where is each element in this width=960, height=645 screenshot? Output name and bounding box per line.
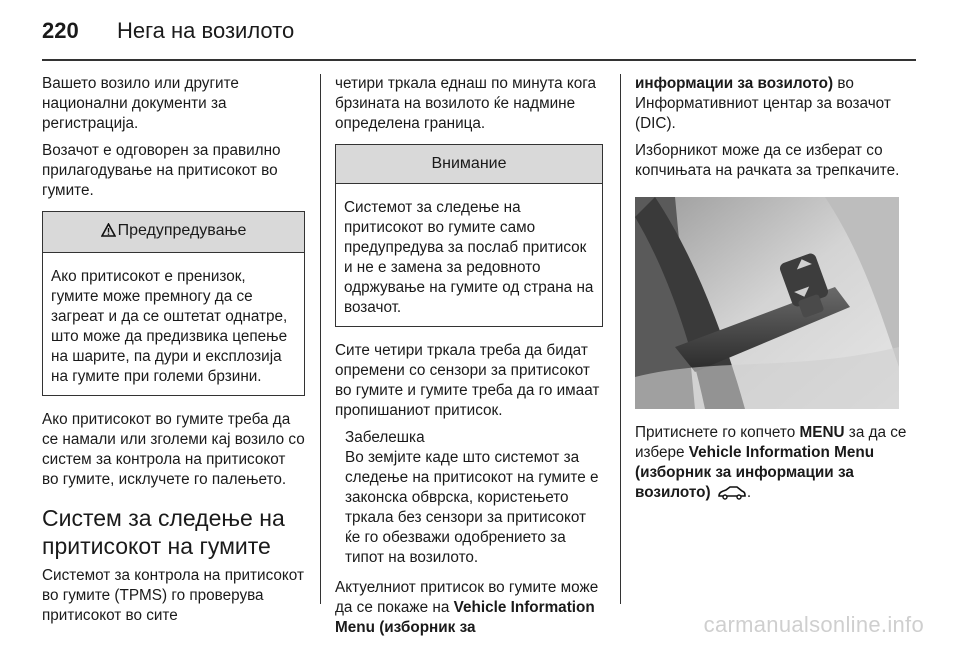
note-body: Во земјите каде што системот за следење на притисокот на гумите е законска обврска, користењето тркала без сензори за притисокот ќе го обезважи одобрението за типот на возилото.	[345, 449, 599, 566]
car-icon	[717, 486, 747, 506]
column-1	[42, 74, 305, 633]
section-heading: Систем за следење на притисокот на гумите	[42, 505, 285, 559]
paragraph-text: за да се избере	[635, 424, 907, 461]
paragraph-text: .	[746, 484, 752, 501]
paragraph-text: Притиснете го копчето	[635, 424, 800, 441]
column-divider-1	[320, 74, 321, 604]
header-rule	[42, 59, 916, 61]
caution-box-header	[336, 145, 602, 184]
note-title: Забелешка	[345, 429, 425, 446]
warning-triangle-icon	[101, 223, 116, 243]
paragraph: четири тркала еднаш по минута кога брзината на возилото ќе надмине определена граница.	[335, 75, 597, 132]
warning-box-header	[43, 212, 304, 253]
menu-reference: информации за возилото)	[635, 75, 834, 92]
column-2	[335, 74, 603, 645]
page-number: 220	[42, 18, 79, 43]
menu-reference: Vehicle Information Menu (изборник за информации за возилото)	[635, 444, 875, 501]
column-3	[635, 74, 915, 513]
menu-button-reference: MENU	[799, 424, 845, 441]
paragraph: Ако притисокот во гумите треба да се намали или зголеми кај возило со систем за контрола на притисокот во гумите, исклучете го палењето.	[42, 411, 305, 488]
caution-box	[335, 144, 603, 327]
section-title: Нега на возилото	[117, 18, 295, 43]
watermark: carmanualsonline.info	[703, 612, 924, 637]
warning-box-body: Ако притисокот е пренизок, гумите може премногу да се загреат и да се оштетат однатре, што може да предизвика цепење на шарите, па дури и експлозија на гумите при големи брзини.	[51, 268, 288, 385]
turn-signal-lever-photo	[635, 197, 899, 409]
paragraph: Вашето возило или другите национални документи за регистрација.	[42, 75, 239, 132]
paragraph	[635, 423, 915, 506]
paragraph	[635, 74, 915, 134]
caution-box-body: Системот за следење на притисокот во гумите само предупредува за послаб притисок и не е замена за редовното одржување на гумите од страна на возачот.	[344, 199, 594, 316]
page-header	[42, 18, 295, 44]
column-divider-2	[620, 74, 621, 604]
paragraph	[335, 578, 603, 638]
caution-box-title: Внимание	[431, 155, 507, 172]
warning-box-title: Предупредување	[117, 222, 247, 239]
warning-box	[42, 211, 305, 396]
paragraph-text: Актуелниот притисок во гумите може да се покаже на	[335, 579, 599, 616]
note-block	[345, 428, 603, 568]
paragraph: Возачот е одговорен за правилно прилагодување на притисокот во гумите.	[42, 142, 281, 199]
paragraph: Изборникот може да се изберат со копчињата на рачката за трепкачите.	[635, 142, 900, 179]
paragraph: Сите четири тркала треба да бидат опремени со сензори за притисокот во гумите и гумите треба да го имаат пропишаниот притисок.	[335, 342, 600, 419]
menu-reference: Vehicle Information Menu (изборник за	[335, 599, 595, 636]
paragraph: Системот за контрола на притисокот во гумите (TPMS) го проверува притисокот во сите	[42, 567, 304, 624]
paragraph-text: во Информативниот центар за возачот (DIC).	[635, 75, 891, 132]
